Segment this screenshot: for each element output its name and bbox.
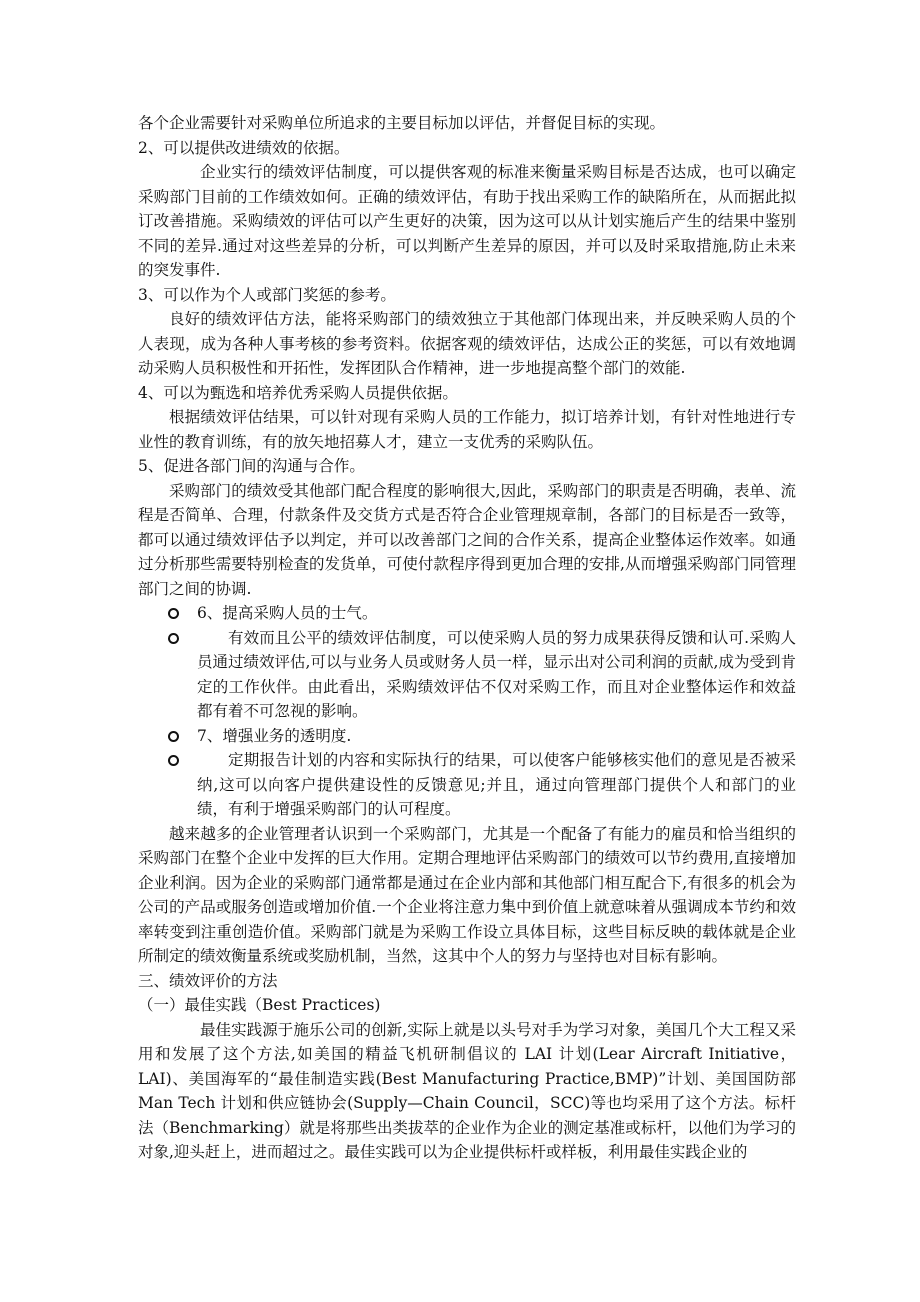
bullet-paragraph-item-6: 有效而且公平的绩效评估制度，可以使采购人员的努力成果获得反馈和认可.采购人员通过绩效评估,可以与业务人员或财务人员一样，显示出对公司利润的贡献,成为受到肯定的工作伙伴。由此看出，采购绩效评估不仅对采购工作，而且对企业整体运作和效益都有着不可忽视的影响。 [197,628,796,720]
paragraph-intro: 各个企业需要针对采购单位所追求的主要目标加以评估，并督促目标的实现。 [138,114,666,132]
paragraph-item-5: 采购部门的绩效受其他部门配合程度的影响很大,因此，采购部门的职责是否明确，表单、流程是否简单、合理，付款条件及交货方式是否符合企业管理规章制，各部门的目标是否一致等，都可以通过绩效评估予以判定，并可以改善部门之间的合作关系，提高企业整体运作效率。如通过分析那些需要特别检查的发货单，可使付款程序得到更加合理的安排,从而增强采购部门同管理部门之间的协调. [138,481,796,598]
circle-bullet-icon [168,633,179,644]
bullet-heading-item-6: 6、提高采购人员的士气。 [197,604,378,622]
heading-item-5: 5、促进各部门间的沟通与合作。 [138,457,365,475]
circle-bullet-icon [168,755,179,766]
subsection-heading-best-practices: （一）最佳实践（Best Practices) [138,996,381,1014]
bullet-list [138,601,796,822]
paragraph-item-2: 企业实行的绩效评估制度，可以提供客观的标准来衡量采购目标是否达成，也可以确定采购部门目前的工作绩效如何。正确的绩效评估，有助于找出采购工作的缺陷所在，从而据此拟订改善措施。采购绩效的评估可以产生更好的决策，因为这可以从计划实施后产生的结果中鉴别不同的差异.通过对这些差异的分析，可以判断产生差异的原因，并可以及时采取措施,防止未来的突发事件. [138,163,796,279]
list-item [138,601,796,626]
section-heading-methods: 三、绩效评价的方法 [138,971,278,990]
heading-item-2: 2、可以提供改进绩效的依据。 [138,138,350,157]
paragraph-item-3: 良好的绩效评估方法，能将采购部门的绩效独立于其他部门体现出来，并反映采购人员的个人表现，成为各种人事考核的参考资料。依据客观的绩效评估，达成公正的奖惩，可以有效地调动采购人员积极性和开拓性，发挥团队合作精神，进一步地提高整个部门的效能. [138,310,796,377]
document-page [138,111,796,1165]
paragraph-item-4: 根据绩效评估结果，可以针对现有采购人员的工作能力，拟订培养计划，有针对性地进行专业性的教育训练，有的放矢地招募人才，建立一支优秀的采购队伍。 [138,408,796,451]
bullet-heading-item-7: 7、增强业务的透明度. [197,726,352,745]
paragraph-conclusion: 越来越多的企业管理者认识到一个采购部门，尤其是一个配备了有能力的雇员和恰当组织的采购部门在整个企业中发挥的巨大作用。定期合理地评估采购部门的绩效可以节约费用,直接增加企业利润。因为企业的采购部门通常都是通过在企业内部和其他部门相互配合下,有很多的机会为公司的产品或服务创造或增加价值.一个企业将注意力集中到价值上就意味着从强调成本节约和效率转变到注重创造价值。采购部门就是为采购工作设立具体目标，这些目标反映的载体就是企业所制定的绩效衡量系统或奖励机制，当然，这其中个人的努力与坚持也对目标有影响。 [138,824,796,965]
watermark-text: www.i… [405,596,554,637]
list-item [138,626,796,724]
list-item [138,724,796,749]
list-item [138,748,796,822]
heading-item-4: 4、可以为甄选和培养优秀采购人员提供依据。 [138,383,458,402]
heading-item-3: 3、可以作为个人或部门奖惩的参考。 [138,285,396,304]
circle-bullet-icon [168,608,179,619]
paragraph-best-practices: 最佳实践源于施乐公司的创新,实际上就是以头号对手为学习对象，美国几个大工程又采用和发展了这个方法,如美国的精益飞机研制倡议的 LAI 计划(Lear Aircraft Initiative，LAI)、美国海军的“最佳制造实践(Best Manufacturing Practice,BMP)”计划、美国国防部 Man Tech 计划和供应链协会(Supply—Chain Council，SCC)等也均采用了这个方法。标杆法（Benchmarking）就是将那些出类拔萃的企业作为企业的测定基准或标杆，以他们为学习的对象,迎头赶上，进而超过之。最佳实践可以为企业提供标杆或样板，利用最佳实践企业的 [138,1020,796,1161]
circle-bullet-icon [168,731,179,742]
bullet-paragraph-item-7: 定期报告计划的内容和实际执行的结果，可以使客户能够核实他们的意见是否被采纳,这可以向客户提供建设性的反馈意见;并且，通过向管理部门提供个人和部门的业绩，有利于增强采购部门的认可程度。 [197,751,796,818]
